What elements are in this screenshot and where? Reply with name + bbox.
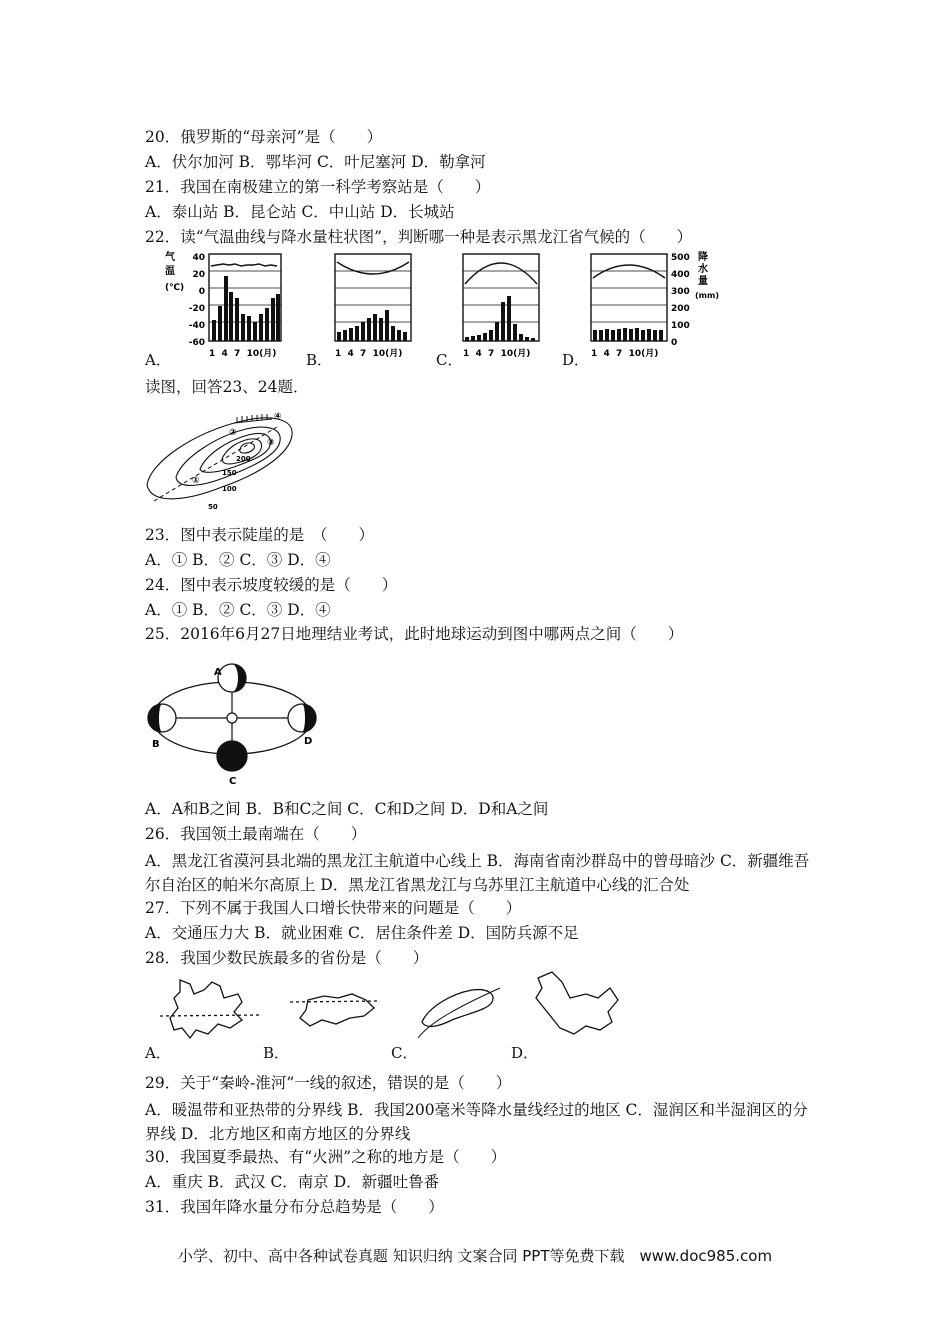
q22-label-b: B． xyxy=(306,351,333,369)
svg-text:气: 气 xyxy=(165,252,175,263)
q25-options: A．A和B之间 B．B和C之间 C．C和D之间 D．D和A之间 xyxy=(145,800,549,818)
earth-orbit-figure xyxy=(142,656,334,788)
page-footer: 小学、初中、高中各种试卷真题 知识归纳 文案合同 PPT等免费下载 www.doc985.com xyxy=(177,1247,773,1265)
svg-text:100: 100 xyxy=(222,485,237,493)
svg-text:-60: -60 xyxy=(188,338,205,348)
svg-text:400: 400 xyxy=(671,270,690,280)
svg-text:A: A xyxy=(214,667,222,678)
svg-text:500: 500 xyxy=(671,253,690,263)
q22-label-a: A． xyxy=(145,351,171,369)
q23-options: A．① B．② C．③ D．④ xyxy=(145,551,331,569)
svg-text:B: B xyxy=(152,739,160,750)
climate-chart-a xyxy=(165,250,281,359)
q20-options: A．伏尔加河 B．鄂毕河 C．叶尼塞河 D．勒拿河 xyxy=(145,153,486,171)
read-map-instruction: 读图，回答23、24题． xyxy=(145,378,309,396)
svg-text:0: 0 xyxy=(671,338,678,348)
svg-text:1 4 7 10(月): 1 4 7 10(月) xyxy=(463,349,531,359)
q26-options: A．黑龙江省漠河县北端的黑龙江主航道中心线上 B．海南省南沙群岛中的曾母暗沙 C．新疆维吾尔自治区的帕米尔高原上 D．黑龙江省黑龙江与乌苏里江主航道中心线的汇合处 xyxy=(145,852,810,894)
svg-text:(mm): (mm) xyxy=(695,291,719,300)
q22-label-c: C． xyxy=(436,351,463,369)
q24-stem: 24．图中表示坡度较缓的是（ ） xyxy=(145,576,398,594)
q24-options: A．① B．② C．③ D．④ xyxy=(145,601,331,619)
svg-text:降: 降 xyxy=(698,252,708,263)
svg-text:-40: -40 xyxy=(188,321,205,331)
svg-text:①: ① xyxy=(192,476,200,486)
contour-map-figure xyxy=(142,403,307,515)
q30-stem: 30．我国夏季最热、有“火洲”之称的地方是（ ） xyxy=(145,1148,507,1166)
svg-text:1 4 7 10(月): 1 4 7 10(月) xyxy=(591,349,659,359)
q27-options: A．交通压力大 B．就业困难 C．居住条件差 D．国防兵源不足 xyxy=(145,924,579,942)
svg-text:②: ② xyxy=(229,428,237,438)
q22-stem: 22．读“气温曲线与降水量柱状图”，判断哪一种是表示黑龙江省气候的（ ） xyxy=(145,228,693,246)
svg-text:300: 300 xyxy=(671,287,690,297)
q30-options: A．重庆 B．武汉 C．南京 D．新疆吐鲁番 xyxy=(145,1173,440,1191)
svg-text:50: 50 xyxy=(208,503,218,511)
svg-text:20: 20 xyxy=(192,270,205,280)
q28-label-a: A． xyxy=(145,1044,171,1062)
svg-text:D: D xyxy=(304,736,313,747)
q31-stem: 31．我国年降水量分布分总趋势是（ ） xyxy=(145,1198,444,1216)
climate-chart-d xyxy=(591,250,719,359)
svg-text:C: C xyxy=(229,776,237,787)
svg-text:量: 量 xyxy=(698,276,708,287)
svg-text:-20: -20 xyxy=(188,304,205,314)
q28-label-c: C． xyxy=(391,1044,418,1062)
q26-stem: 26．我国领土最南端在（ ） xyxy=(145,825,367,843)
climate-chart-c xyxy=(463,254,539,359)
q21-stem: 21．我国在南极建立的第一科学考察站是（ ） xyxy=(145,178,491,196)
svg-text:200: 200 xyxy=(236,455,251,463)
svg-text:0: 0 xyxy=(198,287,205,297)
q21-options: A．泰山站 B．昆仑站 C．中山站 D．长城站 xyxy=(145,203,455,221)
q20-stem: 20．俄罗斯的“母亲河”是（ ） xyxy=(145,128,383,146)
q29-options: A．暖温带和亚热带的分界线 B．我国200毫米等降水量线经过的地区 C．湿润区和半湿润区的分界线 D．北方地区和南方地区的分界线 xyxy=(145,1101,808,1143)
q28-stem: 28．我国少数民族最多的省份是（ ） xyxy=(145,949,429,967)
q22-label-d: D． xyxy=(562,351,590,369)
svg-text:150: 150 xyxy=(222,469,237,477)
svg-text:③: ③ xyxy=(267,438,275,448)
province-maps-figure xyxy=(160,968,640,1048)
q29-stem: 29．关于“秦岭-淮河”一线的叙述，错误的是（ ） xyxy=(145,1074,512,1092)
svg-text:④: ④ xyxy=(274,412,282,422)
svg-text:温: 温 xyxy=(165,266,175,277)
svg-text:1 4 7 10(月): 1 4 7 10(月) xyxy=(209,349,277,359)
svg-text:1 4 7 10(月): 1 4 7 10(月) xyxy=(335,349,403,359)
svg-text:40: 40 xyxy=(192,253,205,263)
q27-stem: 27．下列不属于我国人口增长快带来的问题是（ ） xyxy=(145,899,522,917)
climate-charts-figure xyxy=(165,248,720,363)
climate-chart-b xyxy=(335,254,411,359)
q23-stem: 23．图中表示陡崖的是 （ ） xyxy=(145,526,374,544)
q25-stem: 25．2016年6月27日地理结业考试，此时地球运动到图中哪两点之间（ ） xyxy=(145,625,684,643)
svg-text:100: 100 xyxy=(671,321,690,331)
q28-label-b: B． xyxy=(263,1044,290,1062)
svg-text:200: 200 xyxy=(671,304,690,314)
svg-text:(℃): (℃) xyxy=(165,283,185,293)
svg-text:水: 水 xyxy=(698,264,708,275)
q28-label-d: D． xyxy=(511,1044,539,1062)
